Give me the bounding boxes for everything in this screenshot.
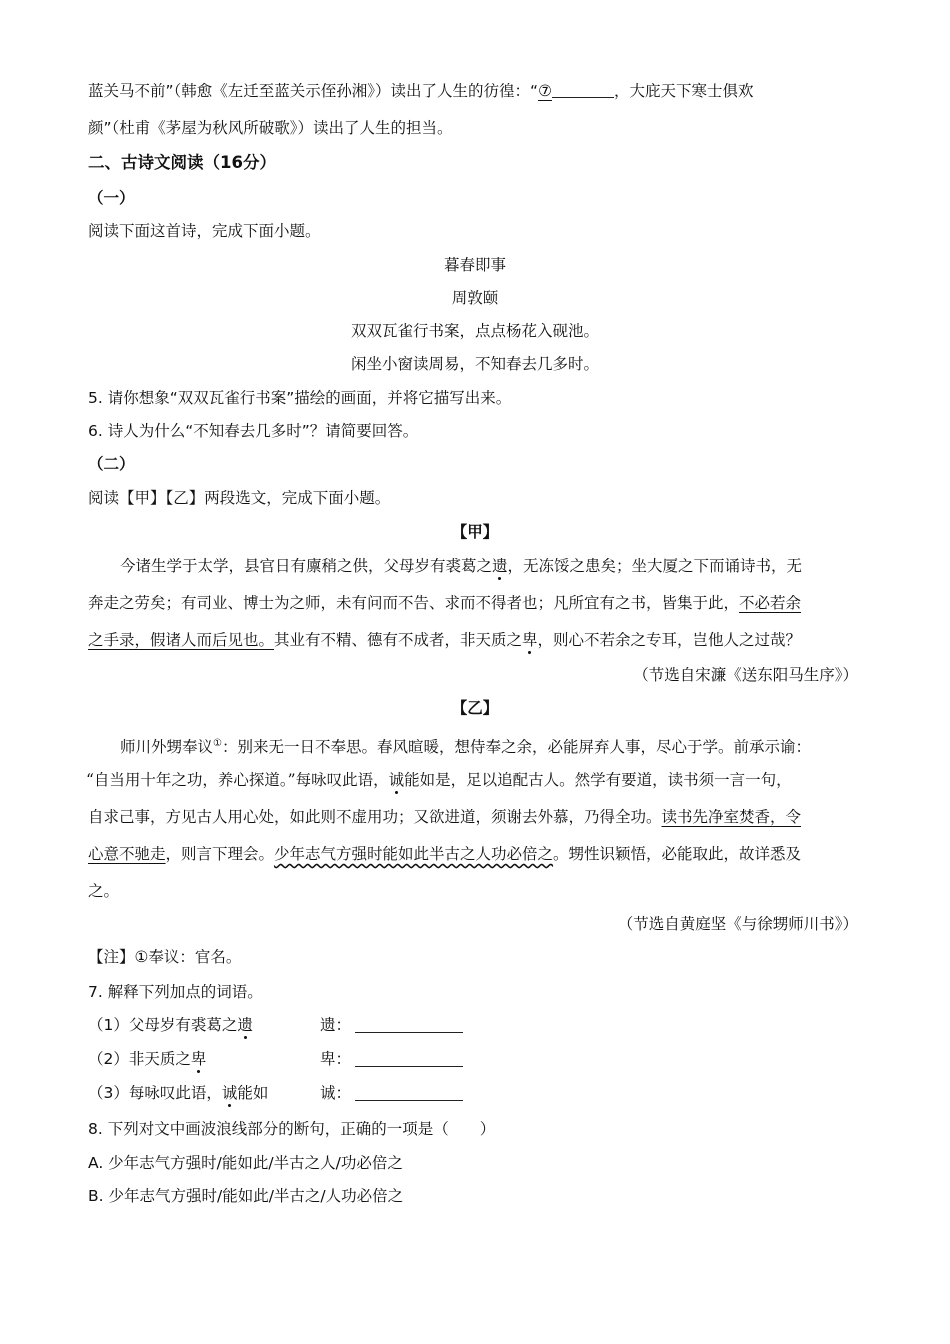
q7-item-2 [88, 1048, 206, 1070]
q7-item-text: （3）每咏叹此语， [88, 1084, 222, 1102]
yi-line-1 [120, 733, 811, 758]
jia-text: 其业有不精、德有不成者，非天质之 [274, 631, 523, 649]
intro-text-b: ，大庇天下寒士俱欢 [613, 82, 754, 100]
dotted-word: 卑 [190, 1050, 207, 1068]
q8-option-a[interactable]: A. 少年志气方强时/能如此/半古之人/功必倍之 [88, 1154, 403, 1172]
underlined-text: 之手录，假诸人而后见也。 [88, 631, 275, 649]
yi-line-3 [88, 806, 801, 828]
jia-source: （节选自宋濂《送东阳马生序》） [633, 666, 858, 684]
dotted-word: 遗 [237, 1016, 253, 1034]
underlined-text: 心意不驰走 [88, 845, 166, 863]
poem-line-2: 闲坐小窗读周易，不知春去几多时。 [350, 355, 599, 373]
intro-line-1 [88, 80, 753, 102]
yi-text: 师川外甥奉议 [120, 738, 214, 757]
jia-line-3 [88, 629, 801, 651]
q7-answer-blank-3[interactable] [355, 1082, 463, 1101]
q7-item-3 [88, 1082, 268, 1104]
yi-text: 。甥性识颖悟，必能取此，故详悉及 [553, 845, 802, 863]
yi-text: “自当用十年之功，养心探道。”每咏叹此语， [86, 771, 389, 789]
yi-line-4 [88, 843, 801, 865]
yi-line-5: 之。 [88, 882, 120, 900]
q7-answer-label-2: 卑： [320, 1050, 352, 1068]
blank-number: ⑦ [538, 82, 552, 100]
yi-text: 能如是，足以追配古人。然学有要道，读书须一言一句， [404, 771, 792, 789]
jia-text: 今诸生学于太学，县官日有廪稍之供，父母岁有裘葛之 [120, 557, 493, 575]
question-6: 6. 诗人为什么“不知春去几多时”？请简要回答。 [88, 422, 419, 440]
underlined-text: 不必若余 [739, 594, 802, 612]
dotted-word-cheng: 诚 [388, 771, 405, 789]
blank-line [552, 81, 614, 98]
part2-label: （二） [88, 455, 135, 473]
jia-line-1 [120, 555, 802, 577]
yi-label: 【乙】 [451, 698, 499, 717]
footnote-marker: ① [213, 738, 222, 749]
part1-label: （一） [88, 189, 135, 207]
q7-answer-blank-1[interactable] [355, 1014, 463, 1033]
dotted-word: 诚 [221, 1084, 238, 1102]
section-title: 二、古诗文阅读（16分） [88, 153, 276, 172]
yi-line-2 [86, 769, 792, 791]
question-8-stem: 8. 下列对文中画波浪线部分的断句，正确的一项是（ ） [88, 1120, 496, 1138]
q7-item-text: （1）父母岁有裘葛之 [88, 1016, 238, 1034]
part2-instruction: 阅读【甲】【乙】两段选文，完成下面小题。 [88, 489, 391, 507]
yi-text: ，则言下理会。 [165, 845, 275, 863]
q7-answer-blank-2[interactable] [355, 1048, 463, 1067]
yi-text: ：别来无一日不奉思。春风暄暖，想侍奉之余，必能屏弃人事，尽心于学。前承示谕： [221, 738, 811, 757]
jia-text: ，则心不若余之专耳，岂他人之过哉？ [537, 631, 802, 649]
yi-text: 自求己事，方见古人用心处，如此则不虚用功；又欲进道，须谢去外慕，乃得全功。 [88, 808, 662, 826]
jia-label: 【甲】 [451, 522, 499, 541]
footnote: 【注】①奉议：官名。 [88, 948, 242, 966]
underlined-text: 读书先净室焚香，令 [661, 808, 802, 826]
question-5: 5. 请你想象“双双瓦雀行书案”描绘的画面，并将它描写出来。 [88, 389, 512, 407]
jia-text: ，无冻馁之患矣；坐大厦之下而诵诗书，无 [507, 557, 803, 575]
intro-line-2: 颜”（杜甫《茅屋为秋风所破歌》）读出了人生的担当。 [88, 119, 453, 137]
q8-option-b[interactable]: B. 少年志气方强时/能如此/半古之/人功必倍之 [88, 1187, 404, 1205]
part1-instruction: 阅读下面这首诗，完成下面小题。 [88, 222, 321, 240]
q7-answer-label-1: 遗： [320, 1016, 352, 1034]
answer-blank-7[interactable] [538, 82, 614, 100]
jia-line-2 [88, 592, 801, 614]
q7-item-1 [88, 1014, 253, 1036]
poem-title: 暮春即事 [443, 256, 506, 274]
dotted-word-yi: 遗 [492, 557, 508, 575]
yi-source: （节选自黄庭坚《与徐甥师川书》） [617, 915, 858, 933]
poem-author: 周敦颐 [451, 289, 499, 307]
intro-text-a: 蓝关马不前”（韩愈《左迁至蓝关示侄孙湘》）读出了人生的彷徨：“ [88, 82, 539, 100]
dotted-word-bei: 卑 [522, 631, 538, 649]
poem-line-1: 双双瓦雀行书案，点点杨花入砚池。 [350, 322, 599, 340]
wavy-underlined-text: 少年志气方强时能如此半古之人功必倍之 [274, 845, 554, 863]
q7-item-text: 能如 [237, 1084, 269, 1102]
q7-answer-label-3: 诚： [320, 1084, 352, 1102]
question-7-stem: 7. 解释下列加点的词语。 [88, 983, 263, 1001]
jia-text: 奔走之劳矣；有司业、博士为之师，未有问而不告、求而不得者也；凡所宜有之书，皆集于此， [88, 594, 740, 612]
q7-item-text: （2）非天质之 [88, 1050, 191, 1068]
